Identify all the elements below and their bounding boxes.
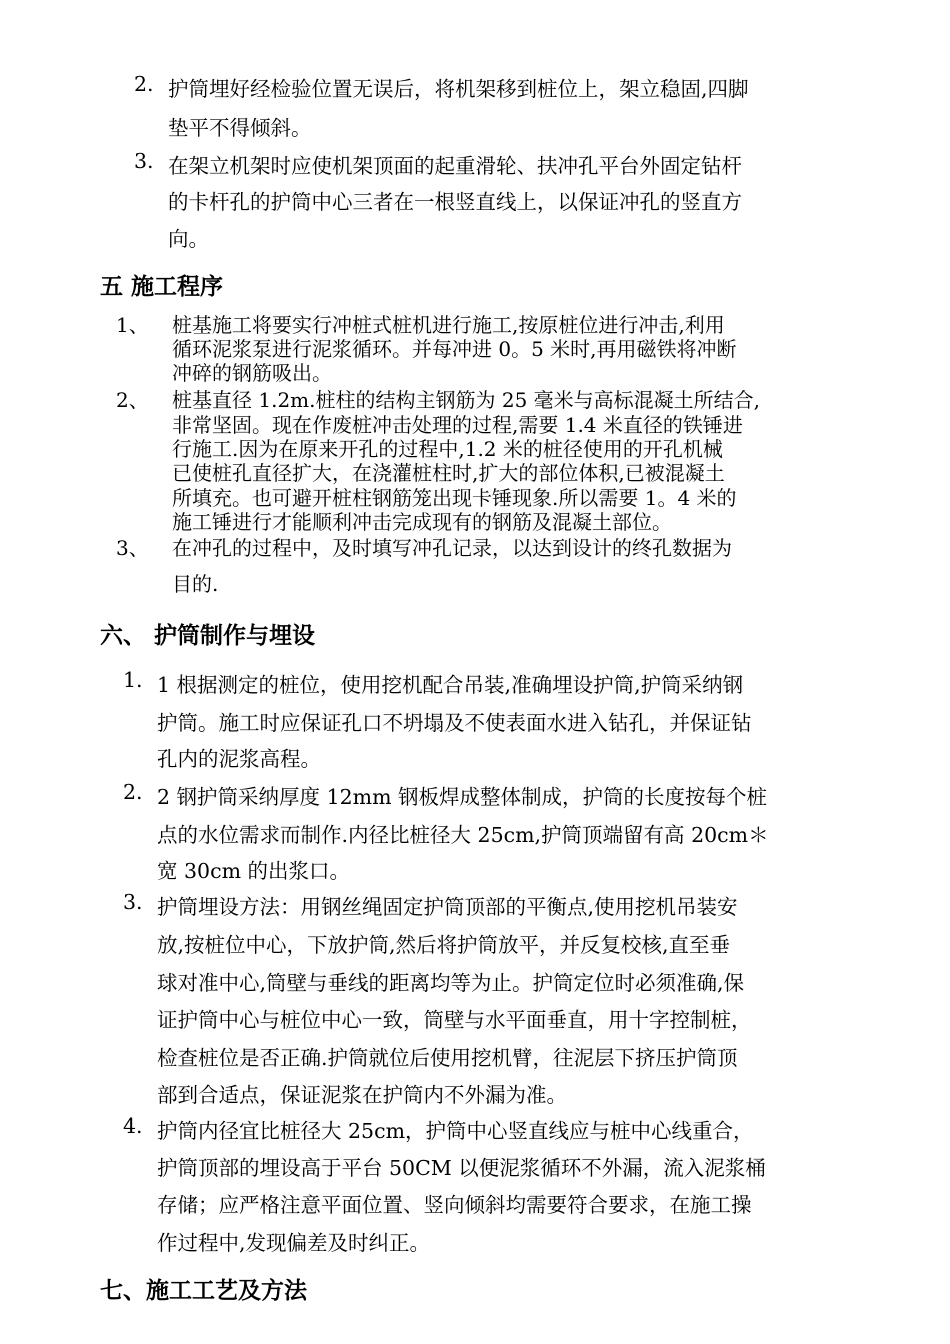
list-line: 冲碎的钢筋吸出。	[172, 361, 332, 385]
list-line: 检查桩位是否正确.护筒就位后使用挖机臂，往泥层下挤压护筒顶	[157, 1046, 738, 1070]
list-number: 1、	[116, 313, 149, 337]
section-7-heading: 七、施工工艺及方法	[100, 1278, 307, 1304]
list-line: 垫平不得倾斜。	[168, 116, 312, 140]
list-line: 孔内的泥浆高程。	[157, 747, 321, 771]
list-line: 1 根据测定的桩位，使用挖机配合吊装,准确埋设护筒,护筒采纳钢	[157, 673, 744, 697]
list-line: 存储；应严格注意平面位置、竖向倾斜均需要符合要求，在施工操	[157, 1193, 752, 1217]
list-number: 3、	[116, 536, 149, 560]
list-line: 桩基施工将要实行冲桩式桩机进行施工,按原桩位进行冲击,利用	[172, 313, 725, 337]
list-line: 护筒顶部的埋设高于平台 50CM 以便泥浆循环不外漏，流入泥浆桶	[157, 1156, 766, 1180]
list-number: 4.	[123, 1114, 143, 1138]
list-number: 2.	[123, 780, 143, 804]
list-number: 1.	[123, 668, 143, 692]
list-line: 护筒埋设方法：用钢丝绳固定护筒顶部的平衡点,使用挖机吊装安	[157, 895, 738, 919]
list-line: 作过程中,发现偏差及时纠正。	[157, 1231, 431, 1255]
list-line: 在架立机架时应使机架顶面的起重滑轮、扶冲孔平台外固定钻杆	[168, 154, 742, 178]
list-number: 3.	[134, 149, 154, 173]
list-line: 部到合适点，保证泥浆在护筒内不外漏为准。	[157, 1083, 567, 1107]
list-line: 点的水位需求而制作.内径比桩径大 25cm,护筒顶端留有高 20cm＊	[157, 823, 769, 847]
list-line: 在冲孔的过程中，及时填写冲孔记录，以达到设计的终孔数据为	[172, 536, 732, 560]
list-line: 桩基直径 1.2m.桩柱的结构主钢筋为 25 毫米与高标混凝土所结合,	[172, 388, 761, 412]
list-line: 循环泥浆泵进行泥浆循环。并每冲进 0。5 米时,再用磁铁将冲断	[172, 337, 737, 361]
list-line: 护筒。施工时应保证孔口不坍塌及不使表面水进入钻孔，并保证钻	[157, 711, 752, 735]
list-line: 护筒内径宜比桩径大 25cm，护筒中心竖直线应与桩中心线重合，	[157, 1119, 754, 1143]
list-line: 施工锤进行才能顺利冲击完成现有的钢筋及混凝土部位。	[172, 510, 672, 534]
list-line: 向。	[168, 227, 209, 251]
section-5-heading: 五 施工程序	[100, 274, 224, 300]
list-line: 证护筒中心与桩位中心一致，筒壁与水平面垂直，用十字控制桩，	[157, 1008, 752, 1032]
list-line: 放,按桩位中心，下放护筒,然后将护筒放平，并反复校核,直至垂	[157, 933, 731, 957]
list-line: 目的.	[172, 572, 219, 596]
list-line: 球对准中心,筒壁与垂线的距离均等为止。护筒定位时必须准确,保	[157, 971, 745, 995]
list-line: 2 钢护筒采纳厚度 12mm 钢板焊成整体制成，护筒的长度按每个桩	[157, 785, 768, 809]
list-line: 已使桩孔直径扩大，在浇灌桩柱时,扩大的部位体积,已被混凝土	[172, 461, 725, 485]
list-number: 2.	[134, 72, 154, 96]
list-line: 宽 30cm 的出浆口。	[157, 859, 351, 883]
list-line: 的卡杆孔的护筒中心三者在一根竖直线上，以保证冲孔的竖直方	[168, 190, 742, 214]
list-line: 行施工.因为在原来开孔的过程中,1.2 米的桩径使用的开孔机械	[172, 437, 723, 461]
list-line: 护筒埋好经检验位置无误后，将机架移到桩位上，架立稳固,四脚	[168, 77, 749, 101]
list-number: 3.	[123, 890, 143, 914]
list-number: 2、	[116, 388, 149, 412]
section-6-heading: 六、 护筒制作与埋设	[100, 623, 316, 649]
list-line: 非常坚固。现在作废桩冲击处理的过程,需要 1.4 米直径的铁锤进	[172, 413, 743, 437]
list-line: 所填充。也可避开桩柱钢筋笼出现卡锤现象.所以需要 1。4 米的	[172, 486, 737, 510]
